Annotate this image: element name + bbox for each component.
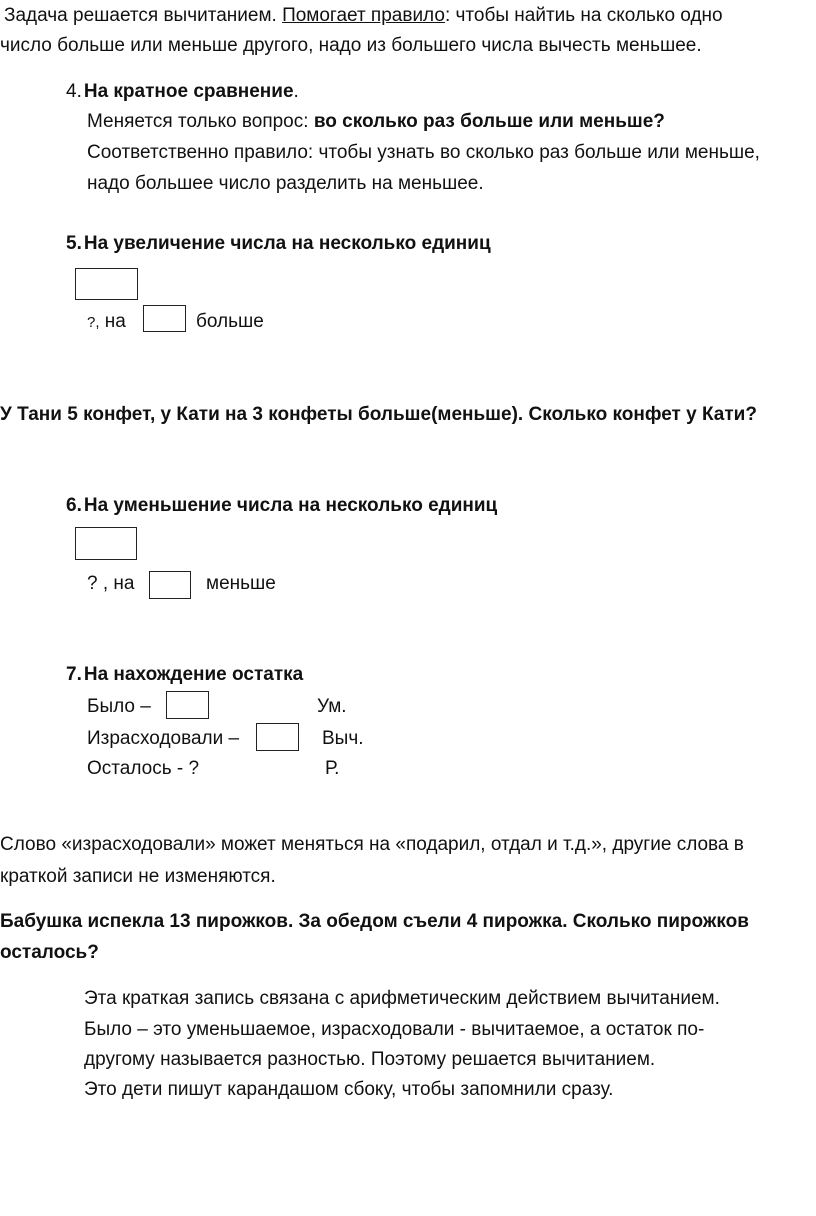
section-7-left: Осталось - ? [87, 758, 200, 779]
section-6-question: ? , на [87, 573, 135, 594]
section-6-number: 6. [66, 495, 82, 516]
explain-line-3: другому называется разностью. Поэтому решается вычитанием. [84, 1049, 656, 1070]
section-5-title: На увеличение числа на несколько единиц [83, 233, 491, 254]
section-7-number: 7. [66, 664, 82, 685]
section-7-vych: Выч. [322, 728, 364, 749]
section-7-um: Ум. [317, 696, 347, 717]
section-4-number: 4. [66, 81, 82, 102]
section-4-dot: . [293, 81, 299, 102]
section-4-rule-1: Соответственно правило: чтобы узнать во сколько раз больше или меньше, [87, 142, 760, 163]
explain-line-1: Эта краткая запись связана с арифметическим действием вычитанием. [84, 988, 720, 1009]
intro-line-1 [4, 0, 723, 32]
section-4-question-a: Меняется только вопрос: [87, 111, 314, 132]
section-7-title: На нахождение остатка [83, 664, 304, 685]
section-7-box-spent [256, 723, 299, 751]
explain-line-4: Это дети пишут карандашом сбоку, чтобы запомнили сразу. [84, 1079, 614, 1100]
section-6-box-top [75, 527, 137, 560]
section-5-number: 5. [66, 233, 82, 254]
section-5-na: на [99, 311, 126, 332]
explain-line-2: Было – это уменьшаемое, израсходовали - вычитаемое, а остаток по- [84, 1019, 705, 1040]
problem-2-line-2: осталось? [0, 942, 99, 963]
section-6-word: меньше [206, 573, 276, 594]
section-7-was: Было – [87, 696, 151, 717]
section-4-title: На кратное сравнение [83, 81, 294, 102]
note-line-1: Слово «израсходовали» может меняться на «подарил, отдал и т.д.», другие слова в [0, 834, 744, 855]
section-7-heading [66, 659, 303, 691]
section-4-question [87, 106, 665, 138]
section-6-box-small [149, 571, 191, 599]
section-5-box-small [143, 305, 186, 332]
problem-1: У Тани 5 конфет, у Кати на 3 конфеты больше(меньше). Сколько конфет у Кати? [0, 404, 757, 425]
intro-line-2: число больше или меньше другого, надо из большего числа вычесть меньшее. [0, 35, 702, 56]
note-line-2: краткой записи не изменяются. [0, 866, 276, 887]
section-4-heading [66, 76, 299, 108]
intro-text-b: : чтобы найтиь на сколько одно [444, 5, 723, 26]
section-4-rule-2: надо большее число разделить на меньшее. [87, 173, 484, 194]
intro-text-a: Задача решается вычитанием. [4, 5, 283, 26]
section-7-r: Р. [325, 758, 340, 779]
section-4-question-b: во сколько раз больше или меньше? [313, 111, 665, 132]
section-5-box-top [75, 268, 138, 300]
section-5-line [87, 306, 126, 339]
section-6-title: На уменьшение числа на несколько единиц [83, 495, 498, 516]
section-7-box-was [166, 691, 209, 719]
section-7-spent: Израсходовали – [87, 728, 240, 749]
section-5-question-mark: ?, [87, 314, 100, 331]
section-6-heading [66, 490, 497, 522]
section-5-word: больше [196, 311, 264, 332]
problem-2-line-1: Бабушка испекла 13 пирожков. За обедом съели 4 пирожка. Сколько пирожков [0, 911, 749, 932]
rule-label: Помогает правило [282, 5, 445, 26]
section-5-heading [66, 228, 491, 260]
